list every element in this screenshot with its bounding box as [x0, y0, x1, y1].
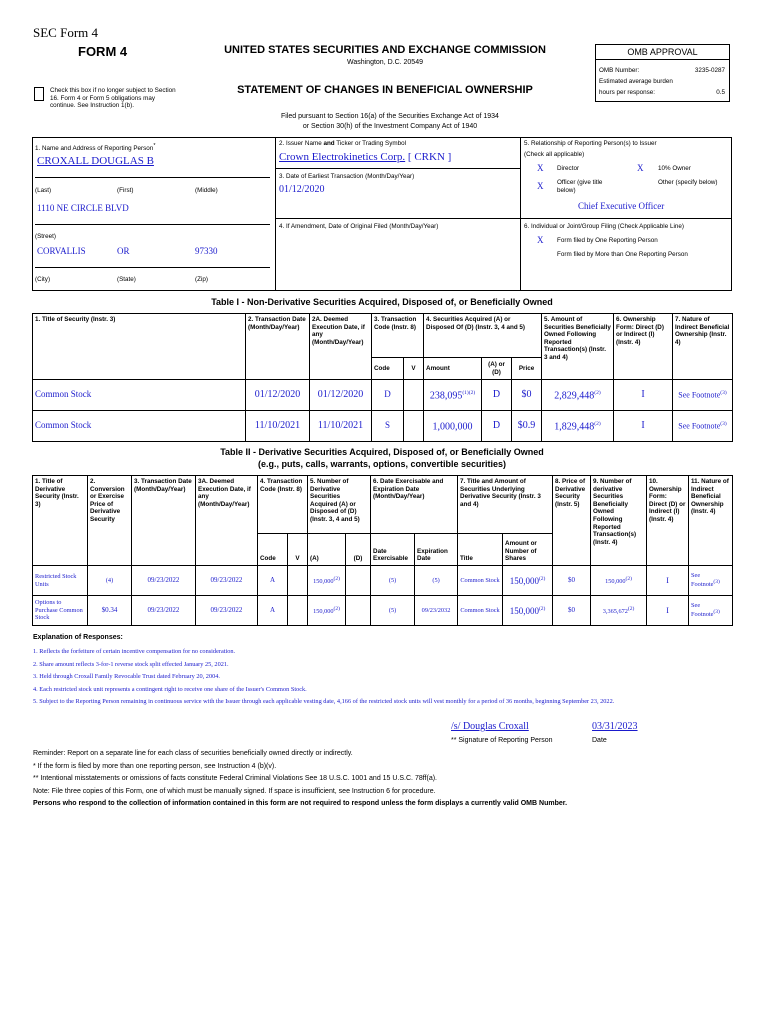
agency-title: UNITED STATES SECURITIES AND EXCHANGE COMMISSION	[224, 44, 546, 56]
t1-r2-deemed: 11/10/2021	[310, 411, 372, 442]
t2-r2-title: Options to Purchase Common Stock	[33, 596, 88, 626]
t1-h7: 7. Nature of Indirect Beneficial Ownership (Instr. 4)	[673, 314, 733, 380]
t2-sub-a: (A)	[308, 534, 346, 566]
table-row	[33, 411, 733, 442]
t1-h2: 2. Transaction Date (Month/Day/Year)	[246, 314, 310, 380]
earliest-transaction-date: 01/12/2020	[279, 184, 325, 195]
t1-h3: 3. Transaction Code (Instr. 8)	[372, 314, 424, 358]
t2-h2: 2. Conversion or Exercise Price of Derivative Security	[88, 476, 132, 566]
more-persons-label: Form filed by More than One Reporting Person	[557, 251, 688, 258]
t2-r1-v	[288, 566, 308, 596]
footnote-4: 4. Each restricted stock unit represents a contingent right to receive one share of the Issuer's Common Stock.	[33, 685, 307, 693]
box5-sub: (Check all applicable)	[524, 151, 585, 158]
t2-r2-exercisable: (5)	[371, 596, 415, 626]
t2-r2-date: 09/23/2022	[132, 596, 196, 626]
first-label: (First)	[117, 187, 134, 194]
t2-r2-deemed: 09/23/2022	[196, 596, 258, 626]
date-label: Date	[592, 737, 607, 744]
t2-sub-v: V	[288, 534, 308, 566]
t1-r2-v	[404, 411, 424, 442]
form-title: FORM 4	[78, 44, 128, 59]
t2-r1-ul-title: Common Stock	[458, 566, 503, 596]
t2-h6: 6. Date Exercisable and Expiration Date (Month/Day/Year)	[371, 476, 458, 534]
city-label: (City)	[35, 276, 51, 283]
owner-mark[interactable]: X	[637, 163, 644, 173]
omb-number-label: OMB Number:	[599, 67, 640, 74]
t2-h5: 5. Number of Derivative Securities Acquired (A) or Disposed of (D) (Instr. 3, 4 and 5)	[308, 476, 371, 534]
reminder-4: Note: File three copies of this Form, one of which must be manually signed. If space is insufficient, see Instruction 6 for procedure.	[33, 787, 436, 795]
agency-location: Washington, D.C. 20549	[346, 59, 423, 66]
t2-r2-nature: See Footnote(3)	[689, 596, 733, 626]
box5-label: 5. Relationship of Reporting Person(s) to Issuer	[524, 140, 657, 147]
middle-label: (Middle)	[195, 187, 218, 194]
t2-sub-amount: Amount or Number of Shares	[503, 534, 553, 566]
table-row	[33, 380, 733, 411]
t1-r1-ad: D	[482, 380, 512, 411]
t1-h2a: 2A. Deemed Execution Date, if any (Month/Day/Year)	[310, 314, 372, 380]
t2-r1-exercisable: (5)	[371, 566, 415, 596]
t1-r2-price: $0.9	[512, 411, 542, 442]
issuer-name[interactable]: Crown Electrokinetics Corp.	[279, 151, 406, 163]
t1-r1-title: Common Stock	[33, 380, 246, 411]
statement-title: STATEMENT OF CHANGES IN BENEFICIAL OWNERSHIP	[237, 84, 533, 96]
omb-title: OMB APPROVAL	[596, 45, 729, 60]
t2-h8: 8. Price of Derivative Security (Instr. 5)	[553, 476, 591, 566]
form-label: SEC Form 4	[33, 25, 99, 40]
t1-sub-ad: (A) or (D)	[482, 358, 512, 380]
officer-label: Officer (give title below)	[557, 179, 603, 194]
t1-r1-code: D	[372, 380, 404, 411]
t2-sub-d: (D)	[346, 534, 371, 566]
one-person-mark[interactable]: X	[537, 235, 544, 245]
zip-label: (Zip)	[195, 276, 208, 283]
t2-h1: 1. Title of Derivative Security (Instr. 3)	[33, 476, 88, 566]
box3-label: 3. Date of Earliest Transaction (Month/Day/Year)	[279, 173, 415, 180]
omb-hours-value: 0.5	[716, 89, 725, 96]
table2-subtitle: (e.g., puts, calls, warrants, options, convertible securities)	[257, 459, 507, 469]
t1-r2-nature: See Footnote$^{(3)}$	[673, 411, 733, 442]
table2	[32, 475, 733, 626]
footnote-5: 5. Subject to the Reporting Person remaining in continuous service with the Issuer through each applicable vesting date, 4,166 of the restricted stock units will vest monthly for a period of 36 months, beginning September 23, 2022.	[33, 698, 615, 706]
other-label: Other (specify below)	[658, 179, 718, 186]
t2-h9: 9. Number of derivative Securities Beneficially Owned Following Reported Transaction(s) (Instr. 4)	[591, 476, 647, 566]
t2-r2-expiration: 09/23/2032	[415, 596, 458, 626]
box2-label: 2. Issuer Name and Ticker or Trading Symbol	[279, 140, 407, 147]
t2-r1-expiration: (5)	[415, 566, 458, 596]
signature-label: ** Signature of Reporting Person	[451, 737, 553, 744]
t2-r1-nature: See Footnote(3)	[689, 566, 733, 596]
signature-name: /s/ Douglas Croxall	[451, 721, 529, 732]
street-label: (Street)	[35, 233, 56, 240]
state-value: OR	[117, 246, 130, 256]
director-mark[interactable]: X	[537, 163, 544, 173]
t2-r2-deriv-price: $0	[553, 596, 591, 626]
omb-approval-box	[595, 44, 730, 102]
t1-sub-price: Price	[512, 358, 542, 380]
t1-h5: 5. Amount of Securities Beneficially Owned Following Reported Transaction(s) (Instr. 3 and 4)	[542, 314, 614, 380]
t2-sub-code: Code	[258, 534, 288, 566]
t2-r2-form: I	[647, 596, 689, 626]
t2-r1-d	[346, 566, 371, 596]
box4-label: 4. If Amendment, Date of Original Filed (Month/Day/Year)	[279, 223, 439, 230]
t2-r1-deemed: 09/23/2022	[196, 566, 258, 596]
t2-h11: 11. Nature of Indirect Beneficial Ownership (Instr. 4)	[689, 476, 733, 566]
t1-r2-code: S	[372, 411, 404, 442]
reminder-1: Reminder: Report on a separate line for each class of securities beneficially owned directly or indirectly.	[33, 750, 353, 757]
t2-r2-owned: 3,365,672(2)	[591, 596, 647, 626]
t2-r2-ul-amount: 150,000$^{(2)}$	[503, 596, 553, 626]
t2-r1-owned: 150,000(2)	[591, 566, 647, 596]
t2-h3a: 3A. Deemed Execution Date, if any (Month/Day/Year)	[196, 476, 258, 566]
t2-r2-code: A	[258, 596, 288, 626]
t1-r2-ad: D	[482, 411, 512, 442]
explanation-list	[33, 648, 723, 711]
t1-h6: 6. Ownership Form: Direct (D) or Indirect (I) (Instr. 4)	[614, 314, 673, 380]
street-value: 1110 NE CIRCLE BLVD	[37, 203, 129, 213]
table2-title: Table II - Derivative Securities Acquired, Disposed of, or Beneficially Owned	[220, 447, 544, 457]
box6-label: 6. Individual or Joint/Group Filing (Check Applicable Line)	[524, 223, 684, 230]
footnote-3: 3. Held through Croxall Family Revocable Trust dated February 20, 2004.	[33, 673, 220, 681]
t2-r2-v	[288, 596, 308, 626]
omb-burden-label: Estimated average burden	[599, 78, 673, 85]
table-row	[33, 566, 733, 596]
t2-r1-date: 09/23/2022	[132, 566, 196, 596]
table1-title: Table I - Non-Derivative Securities Acquired, Disposed of, or Beneficially Owned	[211, 297, 553, 307]
t1-r1-nature: See Footnote$^{(3)}$	[673, 380, 733, 411]
t1-r2-amount: 1,000,000	[424, 411, 482, 442]
reminder-2: * If the form is filed by more than one reporting person, see Instruction 4 (b)(v).	[33, 762, 277, 770]
t2-r2-ul-title: Common Stock	[458, 596, 503, 626]
t1-r1-deemed: 01/12/2020	[310, 380, 372, 411]
state-label: (State)	[117, 276, 136, 283]
omb-hours-label: hours per response:	[599, 89, 656, 96]
table-row	[33, 596, 733, 626]
explanation-title: Explanation of Responses:	[33, 634, 123, 641]
t1-sub-amount: Amount	[424, 358, 482, 380]
officer-mark[interactable]: X	[537, 181, 544, 191]
box1-label: 1. Name and Address of Reporting Person*	[35, 143, 156, 153]
t2-r1-title: Restricted Stock Units	[33, 566, 88, 596]
omb-number-value: 3235-0287	[694, 67, 725, 74]
t2-sub-exercisable: Date Exercisable	[371, 534, 415, 566]
t1-r1-owned: 2,829,448$^{(2)}$	[542, 380, 614, 411]
t2-r1-a: 150,000(2)	[308, 566, 346, 596]
t2-r1-price: (4)	[88, 566, 132, 596]
t2-r1-form: I	[647, 566, 689, 596]
director-label: Director	[557, 165, 580, 172]
checkbox-note: Check this box if no longer subject to Section 16. Form 4 or Form 5 obligations may continue. See Instruction 1(b).	[50, 87, 176, 110]
t1-r1-date: 01/12/2020	[246, 380, 310, 411]
ten-percent-owner-label: 10% Owner	[658, 165, 691, 172]
zip-value: 97330	[195, 246, 218, 256]
t2-r1-ul-amount: 150,000$^{(2)}$	[503, 566, 553, 596]
city-value: CORVALLIS	[37, 246, 86, 256]
t1-r1-form: I	[614, 380, 673, 411]
t1-r2-title: Common Stock	[33, 411, 246, 442]
no-longer-subject-checkbox[interactable]	[34, 87, 44, 101]
filed-pursuant-1: Filed pursuant to Section 16(a) of the Securities Exchange Act of 1934	[281, 113, 499, 120]
footnote-2: 2. Share amount reflects 3-for-1 reverse stock split effected January 25, 2021.	[33, 660, 229, 668]
t1-r2-owned: 1,829,448$^{(2)}$	[542, 411, 614, 442]
t2-h3: 3. Transaction Date (Month/Day/Year)	[132, 476, 196, 566]
t1-h1: 1. Title of Security (Instr. 3)	[33, 314, 246, 380]
table1	[32, 313, 733, 442]
final-note: Persons who respond to the collection of information contained in this form are not required to respond unless the form displays a currently valid OMB Number.	[33, 800, 568, 807]
t2-r2-price: $0.34	[88, 596, 132, 626]
t2-h10: 10. Ownership Form: Direct (D) or Indirect (I) (Instr. 4)	[647, 476, 689, 566]
t2-h4: 4. Transaction Code (Instr. 8)	[258, 476, 308, 534]
issuer-line	[279, 151, 451, 163]
t1-r1-price: $0	[512, 380, 542, 411]
one-person-label: Form filed by One Reporting Person	[557, 237, 658, 244]
t1-r1-v	[404, 380, 424, 411]
reminders	[33, 750, 733, 809]
t1-r1-amount: $238,095^{(1)(2)}$	[424, 380, 482, 411]
filed-pursuant-2: or Section 30(h) of the Investment Company Act of 1940	[302, 123, 478, 130]
t1-sub-v: V	[404, 358, 424, 380]
signature-date: 03/31/2023	[592, 721, 638, 732]
issuer-ticker: [ CRKN ]	[407, 151, 452, 163]
t2-r1-deriv-price: $0	[553, 566, 591, 596]
t2-r1-code: A	[258, 566, 288, 596]
t2-r2-d	[346, 596, 371, 626]
reminder-3: ** Intentional misstatements or omissions of facts constitute Federal Criminal Violations See 18 U.S.C. 1001 and 15 U.S.C. 78ff(a).	[33, 775, 437, 782]
t1-h4: 4. Securities Acquired (A) or Disposed Of (D) (Instr. 3, 4 and 5)	[424, 314, 542, 358]
t2-r2-a: 150,000(2)	[308, 596, 346, 626]
t1-r2-form: I	[614, 411, 673, 442]
footnote-1: 1. Reflects the forfeiture of certain incentive compensation for no consideration.	[33, 648, 236, 655]
t1-sub-code: Code	[372, 358, 404, 380]
t2-sub-title: Title	[458, 534, 503, 566]
t2-h7: 7. Title and Amount of Securities Underlying Derivative Security (Instr. 3 and 4)	[458, 476, 553, 534]
t2-sub-expiration: Expiration Date	[415, 534, 458, 566]
last-label: (Last)	[35, 187, 52, 194]
t1-r2-date: 11/10/2021	[246, 411, 310, 442]
officer-title: Chief Executive Officer	[578, 201, 665, 211]
reporting-person-name[interactable]: CROXALL DOUGLAS B	[37, 155, 154, 167]
